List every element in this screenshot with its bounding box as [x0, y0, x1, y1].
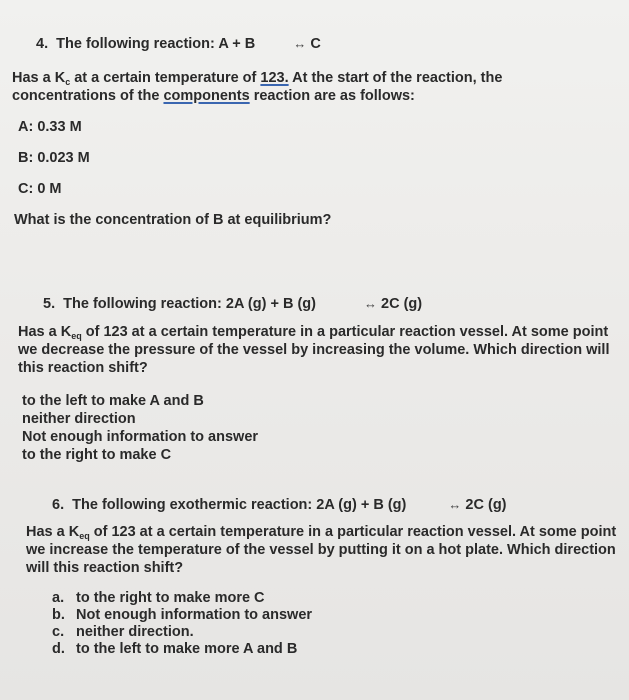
q6-line2: we increase the temperature of the vessel by putting it on a hot plate. Which direction: [26, 542, 616, 558]
q6-heading-text: The following exothermic reaction: 2A (g) + B (g): [72, 497, 407, 513]
q6-line1-post: of 123 at a certain temperature in a particular reaction vessel. At some point: [89, 524, 617, 540]
q5-line2: we decrease the pressure of the vessel by increasing the volume. Which direction will: [18, 342, 610, 358]
option-marker: a.: [52, 590, 65, 606]
q6-k-subscript: eq: [79, 531, 90, 541]
q4-line1-mid: at a certain temperature of: [70, 70, 261, 86]
q4-question: What is the concentration of B at equilibrium?: [14, 212, 332, 228]
q4-line2: [12, 88, 415, 105]
q6-k-label: Has a K: [26, 524, 80, 540]
q4-k-value: 123.: [260, 70, 289, 86]
q6-option: [52, 624, 194, 641]
q5-option: to the left to make A and B: [22, 393, 204, 409]
q5-k-label: Has a K: [18, 324, 72, 340]
q4-heading: [36, 35, 321, 53]
equilibrium-arrow-icon: ↔: [448, 497, 462, 512]
q4-line1-post: At the start of the reaction, the: [288, 70, 503, 86]
option-text: Not enough information to answer: [76, 607, 313, 623]
q4-k-subscript: c: [65, 77, 71, 87]
q4-product: C: [310, 36, 321, 52]
q4-components-word: components: [163, 88, 250, 104]
q6-option: [52, 590, 265, 607]
q4-line2-pre: concentrations of the: [12, 88, 164, 104]
q5-line3: this reaction shift?: [18, 360, 148, 376]
q5-heading-text: The following reaction: 2A (g) + B (g): [63, 296, 316, 312]
q5-k-subscript: eq: [71, 331, 82, 341]
option-text: to the left to make more A and B: [76, 641, 298, 657]
q5-product: 2C (g): [381, 296, 423, 312]
q4-conc-b: B: 0.023 M: [18, 150, 90, 166]
q6-option: [52, 641, 297, 658]
q4-line2-post: reaction are as follows:: [249, 88, 415, 104]
q6-number: 6.: [52, 497, 65, 513]
q5-heading: [43, 295, 422, 313]
q6-product: 2C (g): [465, 497, 507, 513]
q5-option: Not enough information to answer: [22, 429, 259, 445]
option-marker: b.: [52, 607, 65, 623]
equilibrium-arrow-icon: ↔: [293, 36, 307, 51]
q5-option: to the right to make C: [22, 447, 172, 463]
q4-conc-a: A: 0.33 M: [18, 119, 82, 135]
q4-conc-c: C: 0 M: [18, 181, 62, 197]
q5-line1-post: of 123 at a certain temperature in a particular reaction vessel. At some point: [81, 324, 609, 340]
q6-option: [52, 607, 312, 624]
option-text: to the right to make more C: [76, 590, 265, 606]
q4-number: 4.: [36, 36, 49, 52]
q6-line3: will this reaction shift?: [26, 560, 184, 576]
option-marker: c.: [52, 624, 65, 640]
q6-heading: [52, 496, 507, 514]
option-marker: d.: [52, 641, 65, 657]
q5-option: neither direction: [22, 411, 136, 427]
q5-number: 5.: [43, 296, 56, 312]
equilibrium-arrow-icon: ↔: [364, 296, 377, 311]
option-text: neither direction.: [76, 624, 194, 640]
q4-k-label: Has a K: [12, 70, 66, 86]
q4-heading-text: The following reaction: A + B: [56, 36, 256, 52]
